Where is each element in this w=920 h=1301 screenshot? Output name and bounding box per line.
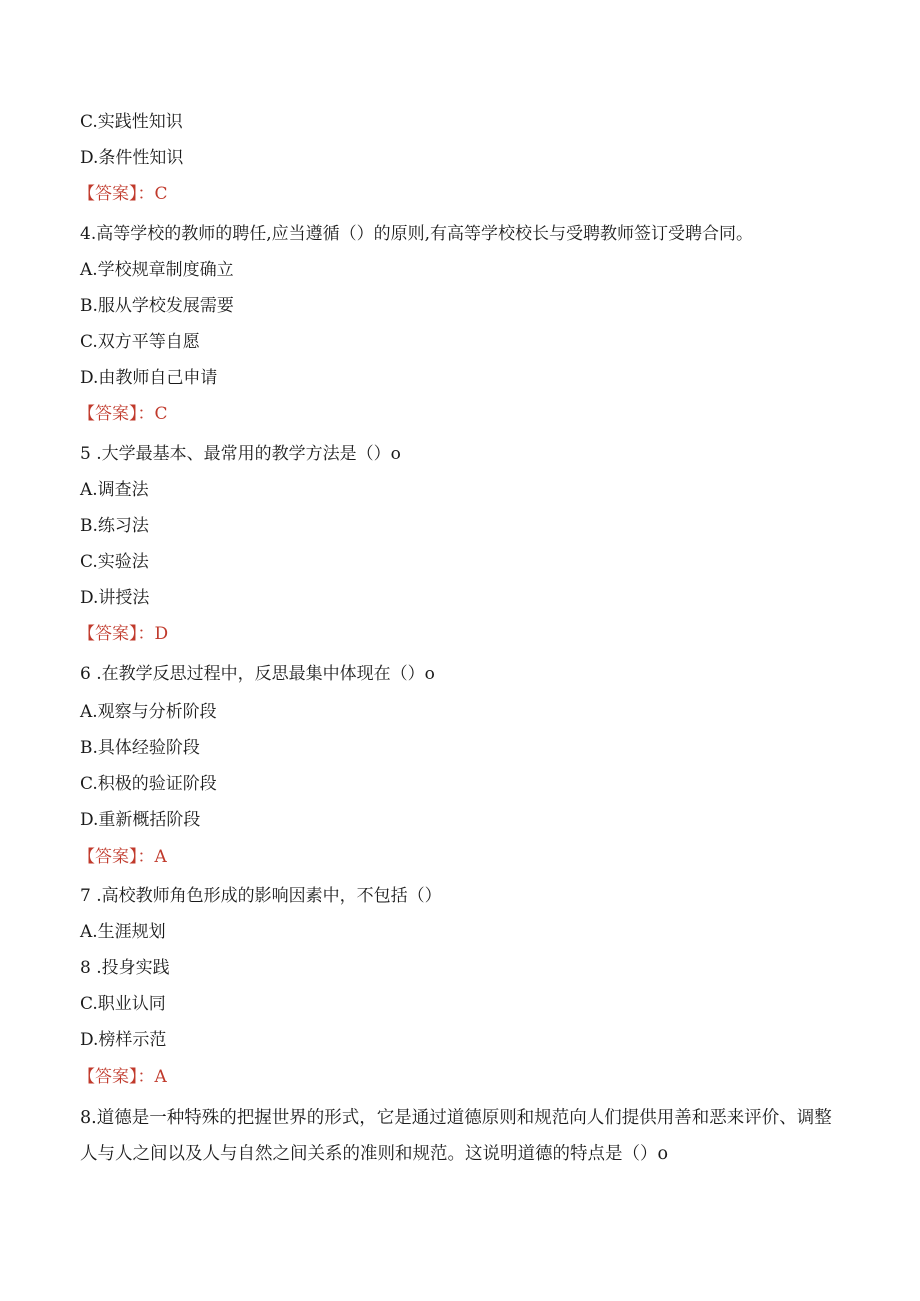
option-line: D.由教师自己申请: [80, 368, 218, 388]
option-line: A.观察与分析阶段: [80, 702, 217, 722]
question-line: 4.高等学校的教师的聘任,应当遵循（）的原则,有高等学校校长与受聘教师签订受聘合同。: [80, 224, 754, 244]
option-line: B.服从学校发展需要: [80, 296, 234, 316]
question-paragraph: 8.道德是一种特殊的把握世界的形式，它是通过道德原则和规范向人们提供用善和恶来评价、调整人与人之间以及人与自然之间关系的准则和规范。这说明道德的特点是（）o: [80, 1108, 832, 1164]
option-line: C.积极的验证阶段: [80, 774, 217, 794]
option-line: D.重新概括阶段: [80, 810, 201, 830]
option-line: 8 .投身实践: [80, 958, 170, 978]
question-line: 7 .高校教师角色形成的影响因素中，不包括（）: [80, 886, 442, 906]
option-line: C.职业认同: [80, 994, 166, 1014]
option-line: B.练习法: [80, 516, 149, 536]
question-line: 6 .在教学反思过程中，反思最集中体现在（）o: [80, 664, 435, 684]
option-line: A.调查法: [80, 480, 149, 500]
question-line: 5 .大学最基本、最常用的教学方法是（）o: [80, 444, 401, 464]
option-line: B.具体经验阶段: [80, 738, 200, 758]
answer-line: 【答案】：C: [78, 404, 168, 424]
answer-line: 【答案】：A: [78, 847, 167, 867]
option-line: A.生涯规划: [80, 922, 166, 942]
option-line: C.双方平等自愿: [80, 332, 200, 352]
option-line: D.条件性知识: [80, 148, 184, 168]
answer-line: 【答案】：C: [78, 184, 168, 204]
option-line: C.实验法: [80, 552, 149, 572]
answer-line: 【答案】：D: [78, 624, 169, 644]
option-line: C.实践性知识: [80, 112, 183, 132]
option-line: D.讲授法: [80, 588, 150, 608]
option-line: A.学校规章制度确立: [80, 260, 234, 280]
option-line: D.榜样示范: [80, 1030, 167, 1050]
answer-line: 【答案】：A: [78, 1067, 167, 1087]
